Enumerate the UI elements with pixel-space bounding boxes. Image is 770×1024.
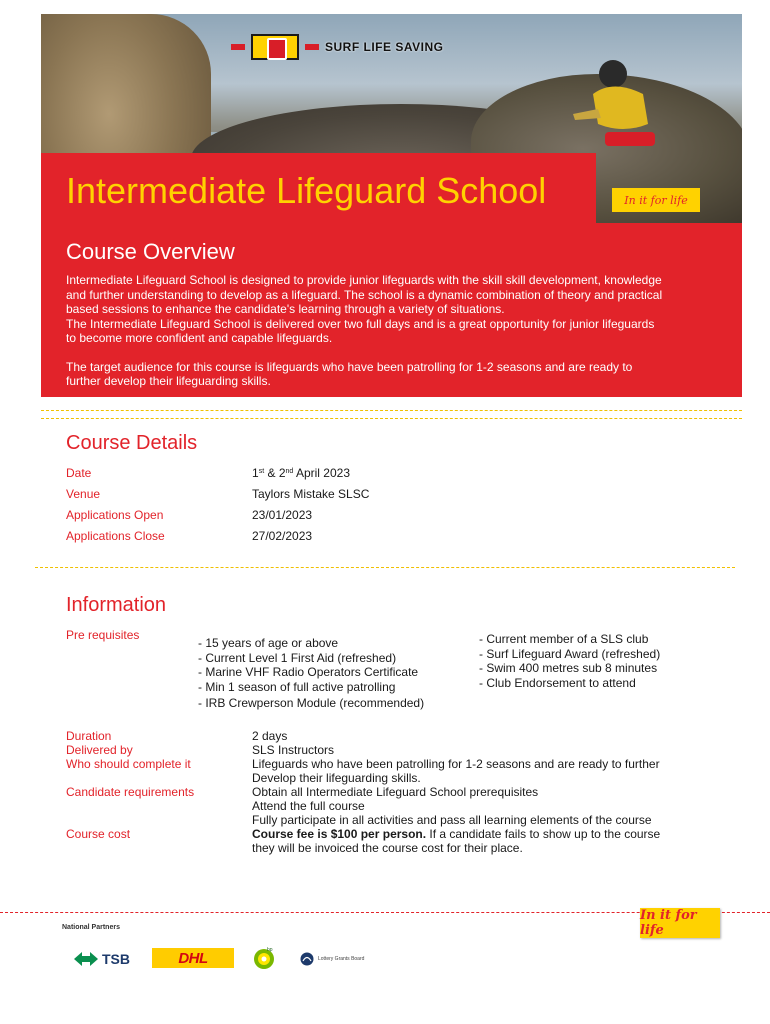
bp-logo-icon xyxy=(252,946,276,970)
course-cost-label: Course cost xyxy=(66,827,131,841)
logo-stripe-icon xyxy=(231,44,245,50)
who-value-line: Develop their lifeguarding skills. xyxy=(252,771,421,785)
applications-close-value: 27/02/2023 xyxy=(252,529,313,543)
overview-paragraph-2 xyxy=(66,360,717,389)
list-item: - 15 years of age or above xyxy=(198,636,339,650)
candidate-requirements-label: Candidate requirements xyxy=(66,785,195,799)
tsb-logo xyxy=(74,948,130,970)
applications-open-value: 23/01/2023 xyxy=(252,508,313,522)
information-heading: Information xyxy=(66,594,167,616)
prerequisites-list-left xyxy=(198,636,424,711)
dhl-logo xyxy=(152,948,234,968)
overview-line: to become more confident and capable lifeguards. xyxy=(66,331,333,345)
duration-label: Duration xyxy=(66,729,112,743)
partners-label: National Partners xyxy=(62,924,120,931)
list-item: - Swim 400 metres sub 8 minutes xyxy=(479,661,658,675)
requirement-line: Obtain all Intermediate Lifeguard School prerequisites xyxy=(252,785,539,799)
list-item: - Current member of a SLS club xyxy=(479,632,649,646)
page-title: Intermediate Lifeguard School xyxy=(66,170,547,211)
sls-logo xyxy=(231,32,443,62)
slogan-badge: In it for life xyxy=(612,188,700,212)
who-value-line: Lifeguards who have been patrolling for 1-2 seasons and are ready to further xyxy=(252,757,660,771)
applications-open-label: Applications Open xyxy=(66,508,164,522)
overview-line: and further understanding to develop as a lifeguard. The school is a dynamic combination of theory and practical xyxy=(66,287,663,302)
venue-label: Venue xyxy=(66,487,101,501)
title-band xyxy=(41,153,596,223)
divider xyxy=(41,410,742,411)
duration-value: 2 days xyxy=(252,729,288,743)
overview-line: further develop their lifeguarding skills. xyxy=(66,374,271,388)
dhl-text: DHL xyxy=(178,949,208,967)
logo-text: SURF LIFE SAVING xyxy=(325,40,444,54)
lottery-emblem-icon xyxy=(300,952,314,966)
course-cost-line: they will be invoiced the course cost for their place. xyxy=(252,841,523,855)
sls-emblem-icon xyxy=(251,34,299,60)
overview-line: based sessions to enhance the candidate's learning through a variety of situations. xyxy=(66,302,505,316)
who-label: Who should complete it xyxy=(66,757,191,771)
lottery-logo xyxy=(300,948,364,970)
list-item: - Club Endorsement to attend xyxy=(479,675,636,690)
tsb-text: TSB xyxy=(102,951,130,967)
overview-line: The target audience for this course is lifeguards who have been patrolling for 1-2 seasons and are ready to xyxy=(66,359,633,374)
list-item: - IRB Crewperson Module (recommended) xyxy=(198,696,425,710)
list-item: - Current Level 1 First Aid (refreshed) xyxy=(198,650,397,665)
prerequisites-list-right xyxy=(479,632,660,690)
lifeguard-figure xyxy=(553,54,663,154)
list-item: - Marine VHF Radio Operators Certificate xyxy=(198,665,419,679)
overview-heading: Course Overview xyxy=(66,239,235,264)
lottery-text: Lottery Grants Board xyxy=(318,956,365,962)
prerequisites-label: Pre requisites xyxy=(66,628,140,642)
course-fee: Course fee is $100 per person. xyxy=(252,827,427,841)
requirement-line: Fully participate in all activities and pass all learning elements of the course xyxy=(252,813,652,827)
delivered-by-value: SLS Instructors xyxy=(252,743,335,757)
applications-close-label: Applications Close xyxy=(66,529,165,543)
divider xyxy=(41,418,742,419)
venue-value: Taylors Mistake SLSC xyxy=(252,487,370,501)
info-labels xyxy=(66,729,194,841)
date-value: 1st & 2nd April 2023 xyxy=(252,466,351,480)
list-item: - Surf Lifeguard Award (refreshed) xyxy=(479,646,661,661)
svg-text:bp: bp xyxy=(267,947,273,953)
requirement-line: Attend the full course xyxy=(252,799,365,813)
course-cost-value: Course fee is $100 per person. If a candidate fails to show up to the course xyxy=(252,827,661,841)
divider xyxy=(35,567,735,568)
overview-line: Intermediate Lifeguard School is designed to provide junior lifeguards with the skill skill development, knowledge xyxy=(66,273,662,287)
list-item: - Min 1 season of full active patrolling xyxy=(198,679,396,694)
tsb-arrow-icon xyxy=(74,952,98,966)
details-heading: Course Details xyxy=(66,432,198,454)
delivered-by-label: Delivered by xyxy=(66,743,133,757)
info-values xyxy=(252,729,722,855)
course-overview xyxy=(41,223,742,397)
logo-stripe-icon xyxy=(305,44,319,50)
overview-line: The Intermediate Lifeguard School is delivered over two full days and is a great opportunity for junior lifeguards xyxy=(66,316,655,331)
date-label: Date xyxy=(66,466,92,480)
overview-paragraph-1 xyxy=(66,273,717,346)
footer-slogan-badge: In it for life xyxy=(640,908,720,938)
